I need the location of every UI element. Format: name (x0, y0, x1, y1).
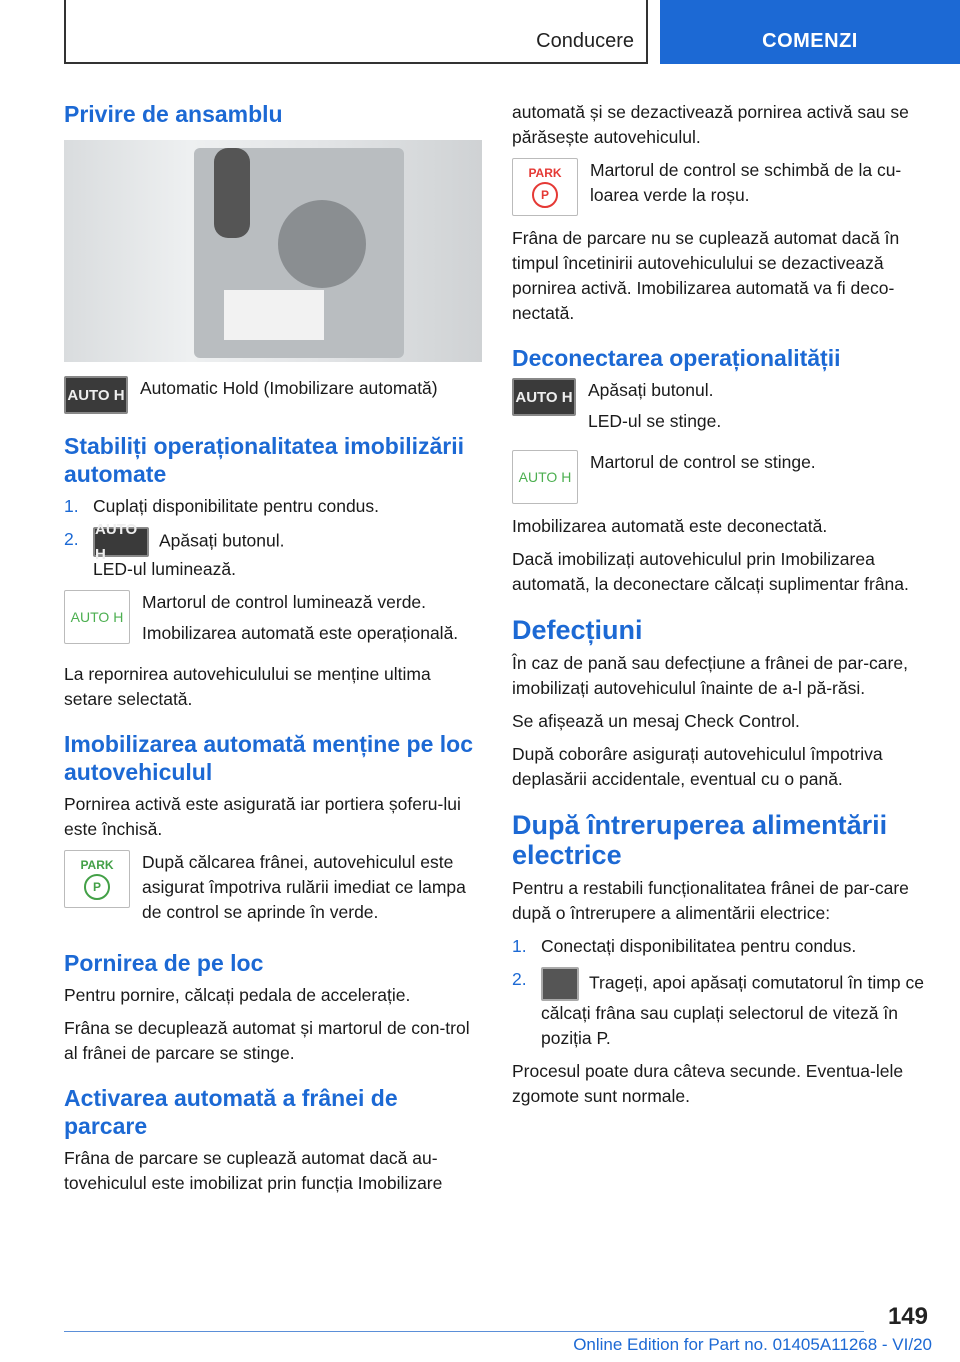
power-text: Pentru a restabili funcționalitatea frânei de par-care după o întrerupere a alimentării electrice: (512, 878, 909, 923)
header-section: Conducere (536, 30, 634, 52)
power-title: După întreruperea alimentării electrice (512, 810, 888, 870)
start-title: Pornirea de pe loc (64, 950, 264, 976)
list-item: 1. Conectați disponibilitatea pentru condus. (512, 936, 857, 956)
auto-hold-button-icon: AUTO H (64, 376, 128, 414)
header-chapter-tab[interactable] (660, 0, 960, 64)
fault-text2: Se afișează un mesaj Check Control. (512, 711, 800, 731)
off-led: LED-ul se stinge. (588, 411, 722, 431)
auto-hold-indicator-green-icon: AUTO H (64, 590, 130, 644)
hold-title: Imobilizarea automată menține pe loc autovehiculul (64, 731, 473, 785)
list-item: 2. AUTO HApăsați butonul. LED-ul luminează. (64, 521, 285, 579)
fault-text1: În caz de pană sau defecțiune a frânei de par-care, imobilizați autovehiculul înainte de a-l pă-răsi. (512, 653, 908, 698)
parking-brake-switch-icon (541, 967, 579, 1001)
cont-text: automată și se dezactivează pornirea activă sau se părăsește autovehiculul. (512, 102, 909, 147)
off-title: Deconectarea operaționalității (512, 345, 841, 371)
footer-edition: Online Edition for Part no. 01405A11268 - VI/20 (573, 1335, 932, 1354)
set-led: LED-ul luminează. (93, 559, 236, 579)
auto-hold-button-icon: AUTO H (512, 378, 576, 416)
auto-title: Activarea automată a frânei de parcare (64, 1085, 398, 1139)
gear-console-photo (64, 140, 482, 362)
off-done: Imobilizarea automată este deconectată. (512, 516, 828, 536)
overview-title: Privire de ansamblu (64, 101, 283, 127)
hold-lamp: După călcarea frânei, autovehiculul este asigurat împotriva rulării imediat ce lampa de control se aprinde în verde. (142, 852, 466, 922)
auto-text: Frâna de parcare se cuplează automat dacă au-tovehiculul este imobilizat prin funcția Imobilizare (64, 1148, 443, 1193)
off-press: Apăsați butonul. (588, 380, 714, 400)
list-item: 2. Trageți, apoi apăsați comutatorul în timp ce călcați frâna sau cuplați selectorul de viteză în poziția P. (512, 969, 924, 1048)
off-lamp: Martorul de control se stinge. (590, 452, 816, 472)
list-item: 1. Cuplați disponibilitate pentru condus. (64, 496, 380, 516)
hold-text: Pornirea activă este asigurată iar portiera șoferu-lui este închisă. (64, 794, 461, 839)
power-end: Procesul poate dura câteva secunde. Eventua-lele zgomote sunt normale. (512, 1061, 904, 1106)
start-text1: Pentru pornire, călcați pedala de accelerație. (64, 985, 411, 1005)
page-number: 149 (887, 1303, 928, 1330)
overview-caption: Automatic Hold (Imobilizare automată) (140, 378, 438, 398)
set-lamp: Martorul de control luminează verde. (142, 592, 427, 612)
footer-divider (64, 1331, 864, 1332)
park-indicator-red-icon: PARK P (512, 158, 578, 216)
header-section-box (64, 0, 648, 64)
start-text2: Frâna se decuplează automat și martorul de con-trol al frânei de parcare se stinge. (64, 1018, 470, 1063)
no-auto: Frâna de parcare nu se cuplează automat dacă în timpul încetinirii autovehiculului se dezactivează pornirea activă. Imobilizarea automată va fi deco-nectată. (512, 228, 900, 323)
header-chapter: COMENZI (762, 30, 858, 52)
right-column (512, 100, 930, 1117)
auto-hold-button-icon: AUTO H (93, 527, 149, 557)
set-ready: Imobilizarea automată este operațională. (142, 623, 459, 643)
fault-text3: După coborâre asigurați autovehiculul împotriva deplasării accidentale, eventual cu o pană. (512, 744, 883, 789)
set-restart: La repornirea autovehiculului se menține ultima setare selectată. (64, 664, 431, 709)
set-steps (64, 494, 482, 582)
park-indicator-green-icon: PARK P (64, 850, 130, 908)
set-title: Stabiliți operaționalitatea imobilizării automate (64, 433, 465, 487)
auto-hold-indicator-off-icon: AUTO H (512, 450, 578, 504)
off-brake: Dacă imobilizați autovehiculul prin Imobilizarea automată, la deconectare călcați suplimentar frâna. (512, 549, 909, 594)
power-steps (512, 934, 930, 1051)
left-column (64, 100, 482, 1204)
fault-title: Defecțiuni (512, 615, 643, 645)
red-lamp: Martorul de control se schimbă de la cu-loarea verde la roșu. (590, 160, 902, 205)
